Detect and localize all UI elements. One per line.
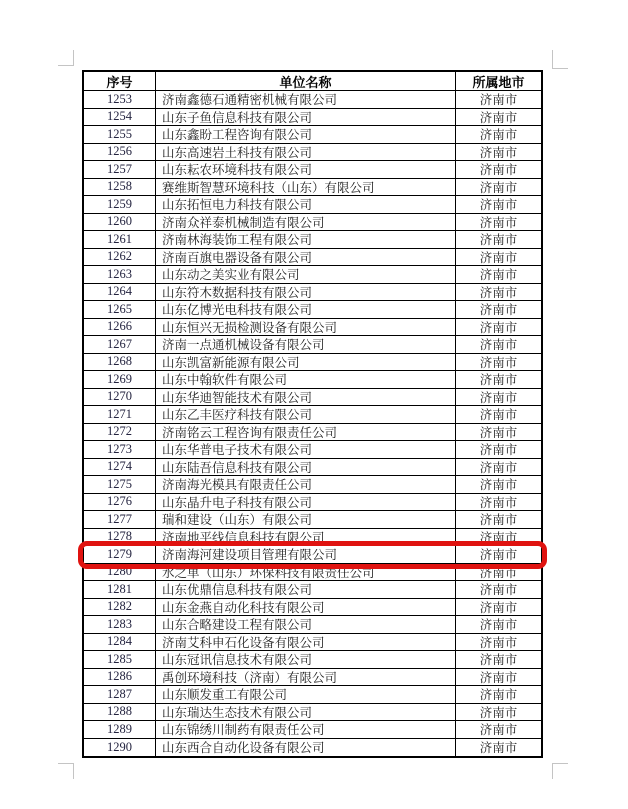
- table-row: [84, 634, 541, 652]
- row-number-cell: 1285: [84, 651, 156, 669]
- row-number-cell: 1274: [84, 459, 156, 477]
- company-name-cell: 山东瑞达生态技术有限公司: [156, 704, 456, 722]
- row-number-cell: 1268: [84, 354, 156, 372]
- table-row: [84, 669, 541, 687]
- table-header-row: [84, 72, 541, 91]
- company-name-cell: 禹创环境科技（济南）有限公司: [156, 669, 456, 687]
- city-cell: 济南市: [456, 231, 541, 249]
- table-row: [84, 249, 541, 267]
- row-number-cell: 1256: [84, 144, 156, 162]
- table-row: [84, 109, 541, 127]
- table-row: [84, 266, 541, 284]
- company-name-cell: 山东华普电子技术有限公司: [156, 441, 456, 459]
- row-number-cell: 1279: [84, 546, 156, 564]
- city-cell: 济南市: [456, 686, 541, 704]
- company-name-cell: 山东陆吾信息科技有限公司: [156, 459, 456, 477]
- company-name-cell: 山东锦绣川制药有限责任公司: [156, 721, 456, 739]
- company-name-cell: 山东凯富新能源有限公司: [156, 354, 456, 372]
- city-cell: 济南市: [456, 459, 541, 477]
- table-row: [84, 564, 541, 582]
- row-number-cell: 1272: [84, 424, 156, 442]
- company-name-cell: 山东高速岩土科技有限公司: [156, 144, 456, 162]
- company-name-cell: 山东耘农环境科技有限公司: [156, 161, 456, 179]
- row-number-cell: 1287: [84, 686, 156, 704]
- company-name-cell: 山东子鱼信息科技有限公司: [156, 109, 456, 127]
- row-number-cell: 1263: [84, 266, 156, 284]
- row-number-cell: 1269: [84, 371, 156, 389]
- company-name-cell: 山东符木数据科技有限公司: [156, 284, 456, 302]
- city-cell: 济南市: [456, 581, 541, 599]
- city-cell: 济南市: [456, 529, 541, 547]
- company-name-cell: 山东中翰软件有限公司: [156, 371, 456, 389]
- row-number-cell: 1278: [84, 529, 156, 547]
- company-name-cell: 济南林海装饰工程有限公司: [156, 231, 456, 249]
- company-name-cell: 山东亿博光电科技有限公司: [156, 301, 456, 319]
- table-row: [84, 319, 541, 337]
- company-name-cell: 山东优鼎信息科技有限公司: [156, 581, 456, 599]
- company-name-cell: 济南艾科申石化设备有限公司: [156, 634, 456, 652]
- city-cell: 济南市: [456, 319, 541, 337]
- company-name-cell: 济南地平线信息科技有限公司: [156, 529, 456, 547]
- city-cell: 济南市: [456, 91, 541, 109]
- row-number-cell: 1283: [84, 616, 156, 634]
- row-number-cell: 1282: [84, 599, 156, 617]
- table-row: [84, 704, 541, 722]
- row-number-cell: 1276: [84, 494, 156, 512]
- table-row: [84, 581, 541, 599]
- company-name-cell: 水之单（山东）环保科技有限责任公司: [156, 564, 456, 582]
- row-number-cell: 1267: [84, 336, 156, 354]
- margin-crop-mark-top-left: [58, 50, 74, 66]
- company-name-cell: 赛维斯智慧环境科技（山东）有限公司: [156, 179, 456, 197]
- row-number-cell: 1264: [84, 284, 156, 302]
- city-cell: 济南市: [456, 214, 541, 232]
- table-row: [84, 529, 541, 547]
- company-table: [82, 70, 543, 758]
- row-number-cell: 1255: [84, 126, 156, 144]
- city-cell: 济南市: [456, 144, 541, 162]
- company-name-cell: 济南鑫德石通精密机械有限公司: [156, 91, 456, 109]
- header-cell: 序号: [84, 72, 156, 91]
- row-number-cell: 1262: [84, 249, 156, 267]
- city-cell: 济南市: [456, 301, 541, 319]
- row-number-cell: 1257: [84, 161, 156, 179]
- company-name-cell: 山东晶升电子科技有限公司: [156, 494, 456, 512]
- table-row: [84, 214, 541, 232]
- row-number-cell: 1275: [84, 476, 156, 494]
- company-name-cell: 山东西合自动化设备有限公司: [156, 739, 456, 757]
- row-number-cell: 1261: [84, 231, 156, 249]
- table-row: [84, 196, 541, 214]
- company-name-cell: 山东鑫盼工程咨询有限公司: [156, 126, 456, 144]
- table-row: [84, 354, 541, 372]
- city-cell: 济南市: [456, 389, 541, 407]
- row-number-cell: 1290: [84, 739, 156, 757]
- city-cell: 济南市: [456, 424, 541, 442]
- company-name-cell: 济南海光模具有限责任公司: [156, 476, 456, 494]
- table-row: [84, 144, 541, 162]
- city-cell: 济南市: [456, 371, 541, 389]
- table-body: [84, 91, 541, 756]
- row-number-cell: 1284: [84, 634, 156, 652]
- city-cell: 济南市: [456, 721, 541, 739]
- margin-crop-mark-bottom-left: [58, 763, 74, 779]
- table-row: [84, 459, 541, 477]
- table-row: [84, 231, 541, 249]
- row-number-cell: 1254: [84, 109, 156, 127]
- city-cell: 济南市: [456, 266, 541, 284]
- table-row: [84, 161, 541, 179]
- row-number-cell: 1270: [84, 389, 156, 407]
- company-name-cell: 山东动之美实业有限公司: [156, 266, 456, 284]
- table-row: [84, 616, 541, 634]
- table-row: [84, 599, 541, 617]
- margin-crop-mark-top-right: [552, 50, 568, 69]
- margin-crop-mark-bottom-right: [552, 763, 568, 779]
- city-cell: 济南市: [456, 651, 541, 669]
- table-row: [84, 494, 541, 512]
- company-name-cell: 山东拓恒电力科技有限公司: [156, 196, 456, 214]
- table-row: [84, 91, 541, 109]
- row-number-cell: 1286: [84, 669, 156, 687]
- city-cell: 济南市: [456, 494, 541, 512]
- row-number-cell: 1260: [84, 214, 156, 232]
- city-cell: 济南市: [456, 616, 541, 634]
- table-row: [84, 441, 541, 459]
- company-name-cell: 济南一点通机械设备有限公司: [156, 336, 456, 354]
- city-cell: 济南市: [456, 179, 541, 197]
- row-number-cell: 1277: [84, 511, 156, 529]
- table-row: [84, 511, 541, 529]
- company-name-cell: 山东顺发重工有限公司: [156, 686, 456, 704]
- company-name-cell: 山东华迪智能技术有限公司: [156, 389, 456, 407]
- city-cell: 济南市: [456, 634, 541, 652]
- city-cell: 济南市: [456, 669, 541, 687]
- row-number-cell: 1273: [84, 441, 156, 459]
- table-row: [84, 651, 541, 669]
- table-row: [84, 721, 541, 739]
- city-cell: 济南市: [456, 704, 541, 722]
- company-name-cell: 山东恒兴无损检测设备有限公司: [156, 319, 456, 337]
- row-number-cell: 1280: [84, 564, 156, 582]
- city-cell: 济南市: [456, 354, 541, 372]
- header-cell: 所属地市: [456, 72, 541, 91]
- company-name-cell: 济南海河建设项目管理有限公司: [156, 546, 456, 564]
- company-name-cell: 山东冠讯信息技术有限公司: [156, 651, 456, 669]
- company-name-cell: 济南众祥泰机械制造有限公司: [156, 214, 456, 232]
- company-name-cell: 山东合略建设工程有限公司: [156, 616, 456, 634]
- table-row: [84, 406, 541, 424]
- table-row: [84, 179, 541, 197]
- table-row: [84, 686, 541, 704]
- header-cell: 单位名称: [156, 72, 456, 91]
- row-number-cell: 1265: [84, 301, 156, 319]
- company-name-cell: 山东金燕自动化科技有限公司: [156, 599, 456, 617]
- row-number-cell: 1271: [84, 406, 156, 424]
- table-row: [84, 336, 541, 354]
- city-cell: 济南市: [456, 599, 541, 617]
- row-number-cell: 1253: [84, 91, 156, 109]
- table-row: [84, 301, 541, 319]
- row-number-cell: 1266: [84, 319, 156, 337]
- city-cell: 济南市: [456, 441, 541, 459]
- city-cell: 济南市: [456, 161, 541, 179]
- row-number-cell: 1281: [84, 581, 156, 599]
- city-cell: 济南市: [456, 476, 541, 494]
- table-row: [84, 424, 541, 442]
- city-cell: 济南市: [456, 336, 541, 354]
- row-number-cell: 1259: [84, 196, 156, 214]
- company-name-cell: 瑞和建设（山东）有限公司: [156, 511, 456, 529]
- table-row: [84, 739, 541, 757]
- city-cell: 济南市: [456, 511, 541, 529]
- city-cell: 济南市: [456, 109, 541, 127]
- city-cell: 济南市: [456, 284, 541, 302]
- table-row: [84, 546, 541, 564]
- row-number-cell: 1289: [84, 721, 156, 739]
- row-number-cell: 1288: [84, 704, 156, 722]
- city-cell: 济南市: [456, 249, 541, 267]
- row-number-cell: 1258: [84, 179, 156, 197]
- city-cell: 济南市: [456, 126, 541, 144]
- table-row: [84, 284, 541, 302]
- table-row: [84, 389, 541, 407]
- city-cell: 济南市: [456, 546, 541, 564]
- table-row: [84, 476, 541, 494]
- table-row: [84, 126, 541, 144]
- company-name-cell: 济南铭云工程咨询有限责任公司: [156, 424, 456, 442]
- table-row: [84, 371, 541, 389]
- company-name-cell: 济南百旗电器设备有限公司: [156, 249, 456, 267]
- company-name-cell: 山东乙丰医疗科技有限公司: [156, 406, 456, 424]
- city-cell: 济南市: [479, 741, 518, 756]
- city-cell: 济南市: [456, 406, 541, 424]
- city-cell: 济南市: [456, 196, 541, 214]
- city-cell: 济南市: [456, 564, 541, 582]
